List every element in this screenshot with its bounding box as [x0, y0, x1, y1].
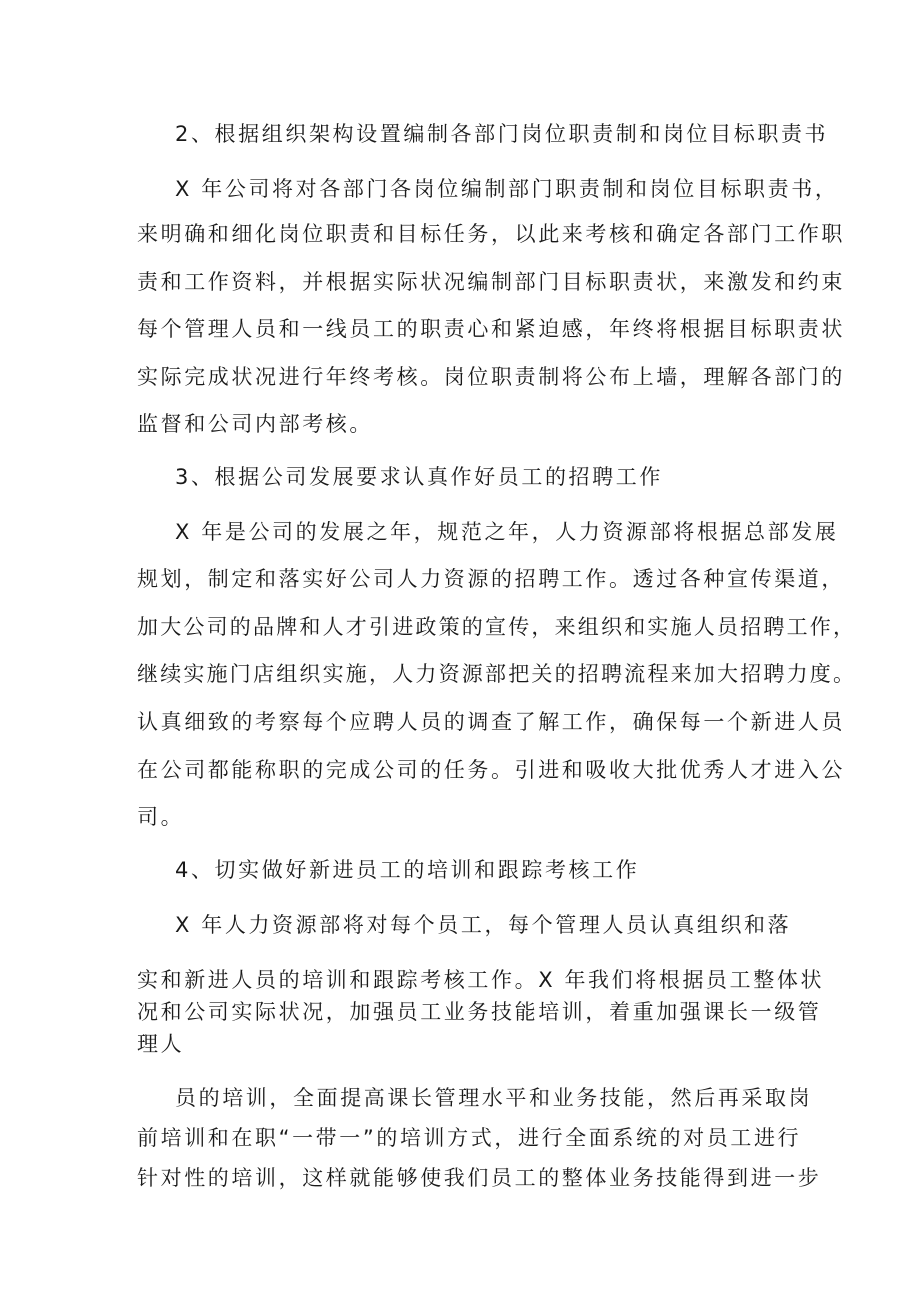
paragraph-line: 实际完成状况进行年终考核。岗位职责制将公布上墙，理解各部门的: [137, 365, 845, 389]
paragraph-line: X 年是公司的发展之年，规范之年，人力资源部将根据总部发展: [175, 520, 839, 544]
section-heading: 4、切实做好新进员工的培训和跟踪考核工作: [175, 858, 640, 882]
paragraph-line: 在公司都能称职的完成公司的任务。引进和吸收大批优秀人才进入公: [137, 758, 845, 782]
paragraph-line: 员的培训，全面提高课长管理水平和业务技能，然后再采取岗: [175, 1086, 813, 1110]
paragraph-line: 继续实施门店组织实施，人力资源部把关的招聘流程来加大招聘力度。: [137, 662, 857, 686]
paragraph-line: 司。: [137, 805, 185, 829]
paragraph-line: 加大公司的品牌和人才引进政策的宣传，来组织和实施人员招聘工作，: [137, 615, 857, 639]
paragraph-line: 责和工作资料，并根据实际状况编制部门目标职责状，来激发和约束: [137, 270, 845, 294]
paragraph-line: 来明确和细化岗位职责和目标任务，以此来考核和确定各部门工作职: [137, 222, 845, 246]
paragraph-line: 针对性的培训，这样就能够使我们员工的整体业务技能得到进一步: [137, 1166, 822, 1190]
paragraph-line: X 年公司将对各部门各岗位编制部门职责制和岗位目标职责书，: [175, 177, 839, 201]
paragraph-line: 每个管理人员和一线员工的职责心和紧迫感，年终将根据目标职责状: [137, 317, 845, 341]
paragraph-line: 况和公司实际状况，加强员工业务技能培训，着重加强课长一级管: [137, 1000, 822, 1024]
section-heading: 3、根据公司发展要求认真作好员工的招聘工作: [175, 465, 663, 489]
paragraph-line: 监督和公司内部考核。: [137, 412, 373, 436]
paragraph-line: 认真细致的考察每个应聘人员的调查了解工作，确保每一个新进人员: [137, 710, 845, 734]
paragraph-line: 前培训和在职“一带一”的培训方式，进行全面系统的对员工进行: [137, 1126, 802, 1150]
paragraph-line: 理人: [137, 1032, 185, 1056]
paragraph-line: 实和新进人员的培训和跟踪考核工作。X 年我们将根据员工整体状: [137, 968, 825, 992]
section-heading: 2、根据组织架构设置编制各部门岗位职责制和岗位目标职责书: [175, 122, 829, 146]
paragraph-line: X 年人力资源部将对每个员工，每个管理人员认真组织和落: [175, 913, 792, 937]
paragraph-line: 规划，制定和落实好公司人力资源的招聘工作。透过各种宣传渠道，: [137, 567, 845, 591]
